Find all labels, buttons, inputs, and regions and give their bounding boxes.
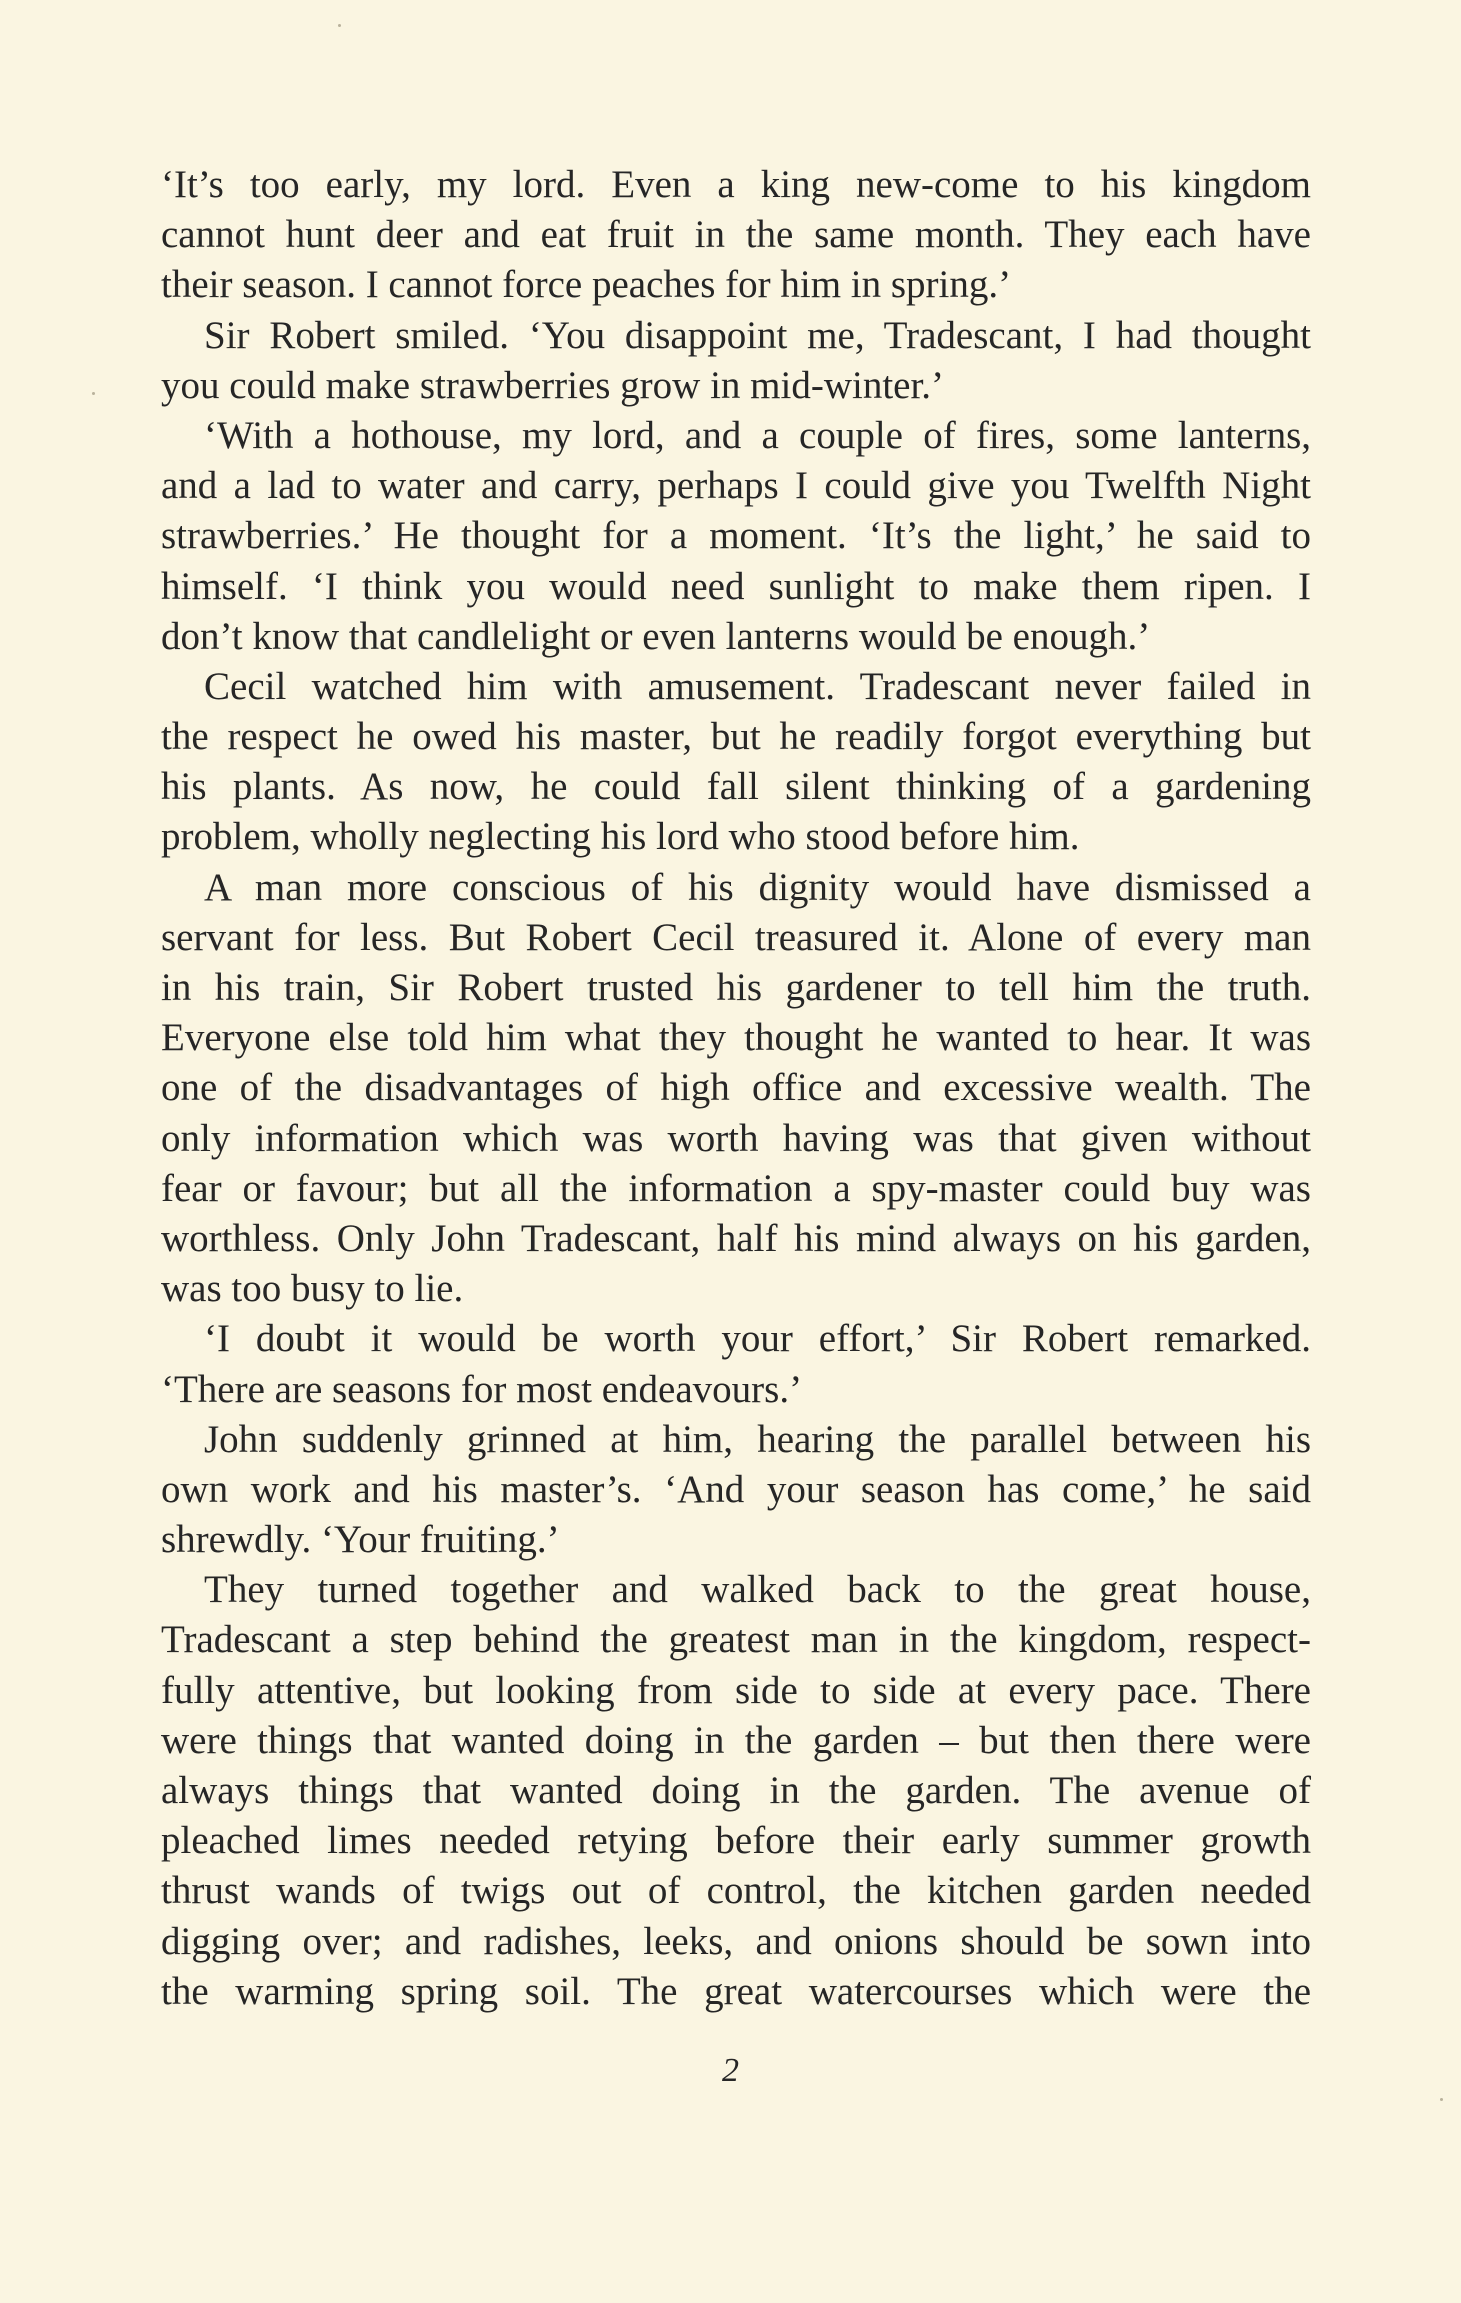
- text-line: A man more conscious of his dignity would have dismissed a: [204, 865, 1311, 909]
- text-line: always things that wanted doing in the garden. The avenue of: [161, 1769, 1311, 1812]
- text-line: own work and his master’s. ‘And your season has come,’ he said: [161, 1467, 1311, 1511]
- text-line: Sir Robert smiled. ‘You disappoint me, Tradescant, I had thought: [204, 313, 1311, 357]
- text-line: Everyone else told him what they thought he wanted to hear. It was: [161, 1016, 1311, 1060]
- text-line: Cecil watched him with amusement. Tradescant never failed in: [204, 664, 1311, 708]
- text-line: worthless. Only John Tradescant, half his mind always on his garden,: [161, 1216, 1311, 1260]
- paragraph: [161, 1415, 1311, 1566]
- text-line: and a lad to water and carry, perhaps I could give you Twelfth Night: [161, 464, 1311, 508]
- text-line: his plants. As now, he could fall silent thinking of a gardening: [161, 765, 1311, 809]
- text-line: you could make strawberries grow in mid-winter.’: [161, 363, 945, 407]
- text-line: servant for less. But Robert Cecil treasured it. Alone of every man: [161, 915, 1311, 959]
- text-line: problem, wholly neglecting his lord who stood before him.: [161, 815, 1080, 859]
- paragraph: [161, 411, 1311, 662]
- text-line: strawberries.’ He thought for a moment. ‘It’s the light,’ he said to: [161, 514, 1311, 558]
- paragraph: [161, 160, 1311, 311]
- text-line: in his train, Sir Robert trusted his gardener to tell him the truth.: [161, 966, 1311, 1009]
- paper-speck: [92, 392, 95, 395]
- paragraph: [161, 1565, 1311, 2017]
- text-line: cannot hunt deer and eat fruit in the same month. They each have: [161, 213, 1311, 257]
- paper-speck: [1440, 2098, 1443, 2101]
- text-line: Tradescant a step behind the greatest man in the kingdom, respect-: [161, 1618, 1311, 1662]
- text-line: was too busy to lie.: [161, 1267, 464, 1311]
- text-line: their season. I cannot force peaches for him in spring.’: [161, 263, 1012, 307]
- text-line: digging over; and radishes, leeks, and onions should be sown into: [161, 1919, 1311, 1963]
- text-line: don’t know that candlelight or even lanterns would be enough.’: [161, 614, 1151, 658]
- text-line: the warming spring soil. The great watercourses which were the: [161, 1969, 1311, 2013]
- text-line: ‘I doubt it would be worth your effort,’ Sir Robert remarked.: [204, 1317, 1311, 1361]
- text-line: They turned together and walked back to the great house,: [204, 1568, 1311, 1612]
- paragraph: [161, 662, 1311, 863]
- body-text: [161, 160, 1311, 2017]
- text-line: pleached limes needed retying before their early summer growth: [161, 1819, 1311, 1863]
- text-line: John suddenly grinned at him, hearing the parallel between his: [204, 1417, 1311, 1461]
- paragraph: [161, 311, 1311, 411]
- paper-speck: [338, 24, 341, 27]
- text-line: shrewdly. ‘Your fruiting.’: [161, 1518, 560, 1562]
- text-line: thrust wands of twigs out of control, the kitchen garden needed: [161, 1869, 1311, 1913]
- text-line: himself. ‘I think you would need sunlight to make them ripen. I: [161, 564, 1311, 608]
- text-line: ‘With a hothouse, my lord, and a couple of fires, some lanterns,: [204, 413, 1311, 457]
- text-line: fear or favour; but all the information a spy-master could buy was: [161, 1166, 1311, 1210]
- text-line: only information which was worth having was that given without: [161, 1116, 1311, 1160]
- page-number: 2: [722, 2052, 739, 2089]
- text-line: the respect he owed his master, but he readily forgot everything but: [161, 715, 1311, 759]
- text-line: fully attentive, but looking from side to side at every pace. There: [161, 1668, 1311, 1712]
- text-line: ‘There are seasons for most endeavours.’: [161, 1367, 803, 1411]
- text-line: ‘It’s too early, my lord. Even a king new-come to his kingdom: [161, 163, 1311, 206]
- paragraph: [161, 1314, 1311, 1414]
- text-line: one of the disadvantages of high office and excessive wealth. The: [161, 1066, 1311, 1110]
- text-line: were things that wanted doing in the garden – but then there were: [161, 1718, 1311, 1762]
- paragraph: [161, 863, 1311, 1315]
